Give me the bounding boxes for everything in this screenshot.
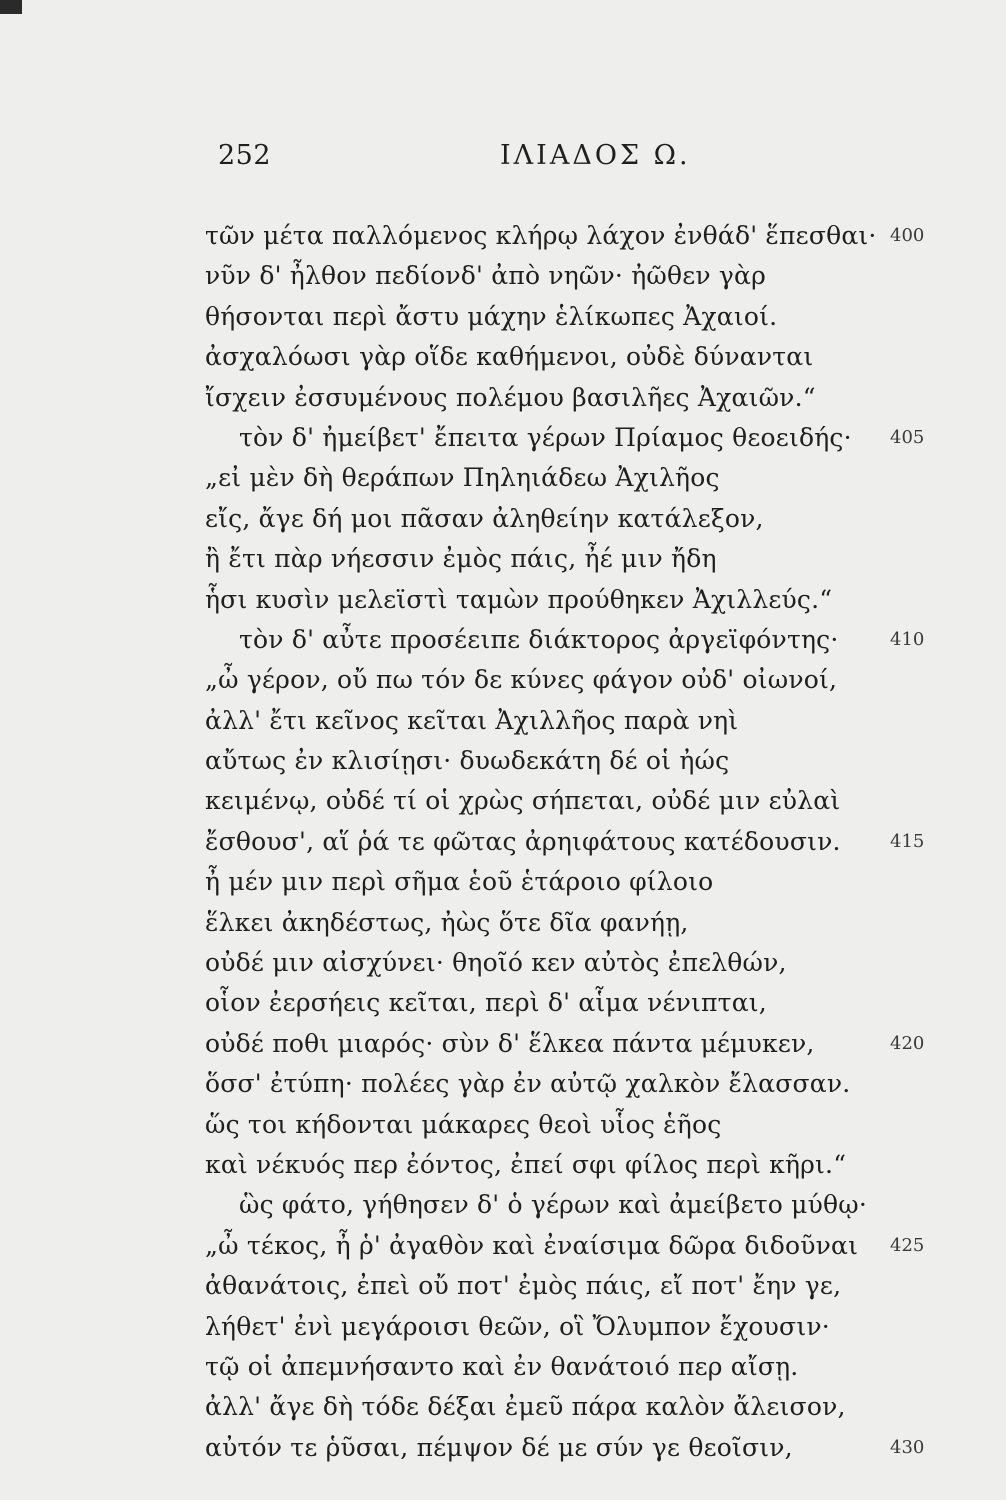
verse-text: ἕλκει ἀκηδέστως, ἠὼς ὅτε δῖα φανήῃ, bbox=[205, 907, 689, 937]
line-number: 415 bbox=[890, 830, 925, 852]
verse-line bbox=[0, 539, 1006, 579]
verse-line bbox=[0, 1266, 1006, 1306]
verse-line bbox=[0, 1387, 1006, 1427]
verse-text: οὐδέ μιν αἰσχύνει· θηοῖό κεν αὐτὸς ἐπελθών, bbox=[205, 948, 787, 978]
verse-line bbox=[0, 1428, 1006, 1468]
running-title: ΙΛΙΑΔΟΣ Ω. bbox=[500, 140, 691, 171]
verse-text: ἀλλ' ἄγε δὴ τόδε δέξαι ἐμεῦ πάρα καλὸν ἄλεισον, bbox=[205, 1392, 846, 1422]
verse-line bbox=[0, 580, 1006, 620]
verse-line bbox=[0, 1185, 1006, 1225]
verse-line bbox=[0, 1307, 1006, 1347]
verse-text: λήθετ' ἐνὶ μεγάροισι θεῶν, οἳ Ὄλυμπον ἔχουσιν· bbox=[205, 1311, 830, 1341]
verse-text: τὸν δ' αὖτε προσέειπε διάκτορος ἀργεϊφόντης· bbox=[239, 624, 839, 654]
verse-text: νῦν δ' ἦλθον πεδίονδ' ἀπὸ νηῶν· ἠῶθεν γὰρ bbox=[205, 261, 767, 291]
verse-line bbox=[0, 337, 1006, 377]
line-number: 420 bbox=[890, 1032, 925, 1054]
verse-line bbox=[0, 620, 1006, 660]
verse-line bbox=[0, 781, 1006, 821]
verse-text: τῷ οἱ ἀπεμνήσαντο καὶ ἐν θανάτοιό περ αἴσῃ. bbox=[205, 1351, 799, 1381]
verse-text: ἀθανάτοις, ἐπεὶ οὔ ποτ' ἐμὸς πάις, εἴ ποτ' ἔην γε, bbox=[205, 1271, 842, 1301]
verse-line bbox=[0, 701, 1006, 741]
verse-text: τῶν μέτα παλλόμενος κλήρῳ λάχον ἐνθάδ' ἕπεσθαι· bbox=[205, 221, 877, 250]
verse-line bbox=[0, 741, 1006, 781]
verse-text: ὅσσ' ἐτύπη· πολέες γὰρ ἐν αὐτῷ χαλκὸν ἔλασσαν. bbox=[205, 1069, 851, 1099]
verse-line bbox=[0, 822, 1006, 862]
verse-line bbox=[0, 216, 1006, 256]
scan-corner-mark bbox=[0, 0, 22, 14]
verse-text: ἀλλ' ἔτι κεῖνος κεῖται Ἀχιλλῆος παρὰ νηὶ bbox=[205, 705, 739, 735]
verse-text: οἷον ἐερσήεις κεῖται, περὶ δ' αἷμα νένιπται, bbox=[205, 988, 767, 1018]
verse-text: ὥς τοι κήδονται μάκαρες θεοὶ υἷος ἑῆος bbox=[205, 1109, 722, 1139]
verse-text: „εἰ μὲν δὴ θεράπων Πηληιάδεω Ἀχιλῆος bbox=[205, 463, 720, 493]
verse-text: ἀσχαλόωσι γὰρ οἵδε καθήμενοι, οὐδὲ δύνανται bbox=[205, 342, 814, 372]
page-header bbox=[0, 140, 1006, 180]
verse-line bbox=[0, 983, 1006, 1023]
line-number: 430 bbox=[890, 1436, 925, 1458]
verse-text: εἴς, ἄγε δή μοι πᾶσαν ἀληθείην κατάλεξον, bbox=[205, 503, 764, 533]
verse-text: αὐτόν τε ῥῦσαι, πέμψον δέ με σύν γε θεοῖσιν, bbox=[205, 1432, 793, 1462]
verse-block bbox=[0, 216, 1006, 1468]
verse-line bbox=[0, 1226, 1006, 1266]
verse-text: ἔσθουσ', αἵ ῥά τε φῶτας ἀρηιφάτους κατέδουσιν. bbox=[205, 826, 841, 856]
verse-line bbox=[0, 256, 1006, 296]
verse-line bbox=[0, 1105, 1006, 1145]
verse-line bbox=[0, 297, 1006, 337]
verse-text: αὔτως ἐν κλισίῃσι· δυωδεκάτη δέ οἱ ἠώς bbox=[205, 746, 730, 776]
verse-text: ὣς φάτο, γήθησεν δ' ὁ γέρων καὶ ἀμείβετο μύθῳ· bbox=[239, 1190, 867, 1220]
verse-text: θήσονται περὶ ἄστυ μάχην ἑλίκωπες Ἀχαιοί. bbox=[205, 301, 778, 331]
verse-line bbox=[0, 1064, 1006, 1104]
verse-text: ἴσχειν ἐσσυμένους πολέμου βασιλῆες Ἀχαιῶν.“ bbox=[205, 382, 816, 412]
verse-line bbox=[0, 903, 1006, 943]
page-number: 252 bbox=[218, 140, 272, 171]
verse-text: „ὦ γέρον, οὔ πω τόν δε κύνες φάγον οὐδ' οἰωνοί, bbox=[205, 665, 838, 695]
line-number: 400 bbox=[890, 225, 925, 246]
line-number: 425 bbox=[890, 1234, 925, 1256]
verse-text: τὸν δ' ἠμείβετ' ἔπειτα γέρων Πρίαμος θεοειδής· bbox=[239, 422, 852, 452]
verse-text: „ὦ τέκος, ἦ ῥ' ἀγαθὸν καὶ ἐναίσιμα δῶρα διδοῦναι bbox=[205, 1230, 859, 1260]
verse-line bbox=[0, 458, 1006, 498]
verse-line bbox=[0, 499, 1006, 539]
verse-line bbox=[0, 1145, 1006, 1185]
verse-line bbox=[0, 378, 1006, 418]
line-number: 410 bbox=[890, 628, 925, 650]
verse-line bbox=[0, 418, 1006, 458]
verse-text: ἧσι κυσὶν μελεϊστὶ ταμὼν προύθηκεν Ἀχιλλεύς.“ bbox=[205, 584, 833, 614]
verse-line bbox=[0, 1024, 1006, 1064]
verse-line bbox=[0, 660, 1006, 700]
verse-line bbox=[0, 862, 1006, 902]
verse-text: κειμένῳ, οὐδέ τί οἱ χρὼς σήπεται, οὐδέ μιν εὐλαὶ bbox=[205, 786, 841, 816]
verse-text: καὶ νέκυός περ ἐόντος, ἐπεί σφι φίλος περὶ κῆρι.“ bbox=[205, 1149, 847, 1179]
verse-text: ἦ μέν μιν περὶ σῆμα ἑοῦ ἑτάροιο φίλοιο bbox=[205, 867, 714, 897]
line-number: 405 bbox=[890, 426, 925, 448]
verse-text: ἢ ἔτι πὰρ νήεσσιν ἐμὸς πάις, ἦέ μιν ἤδη bbox=[205, 544, 717, 574]
verse-line bbox=[0, 943, 1006, 983]
verse-line bbox=[0, 1347, 1006, 1387]
verse-text: οὐδέ ποθι μιαρός· σὺν δ' ἕλκεα πάντα μέμυκεν, bbox=[205, 1028, 815, 1058]
